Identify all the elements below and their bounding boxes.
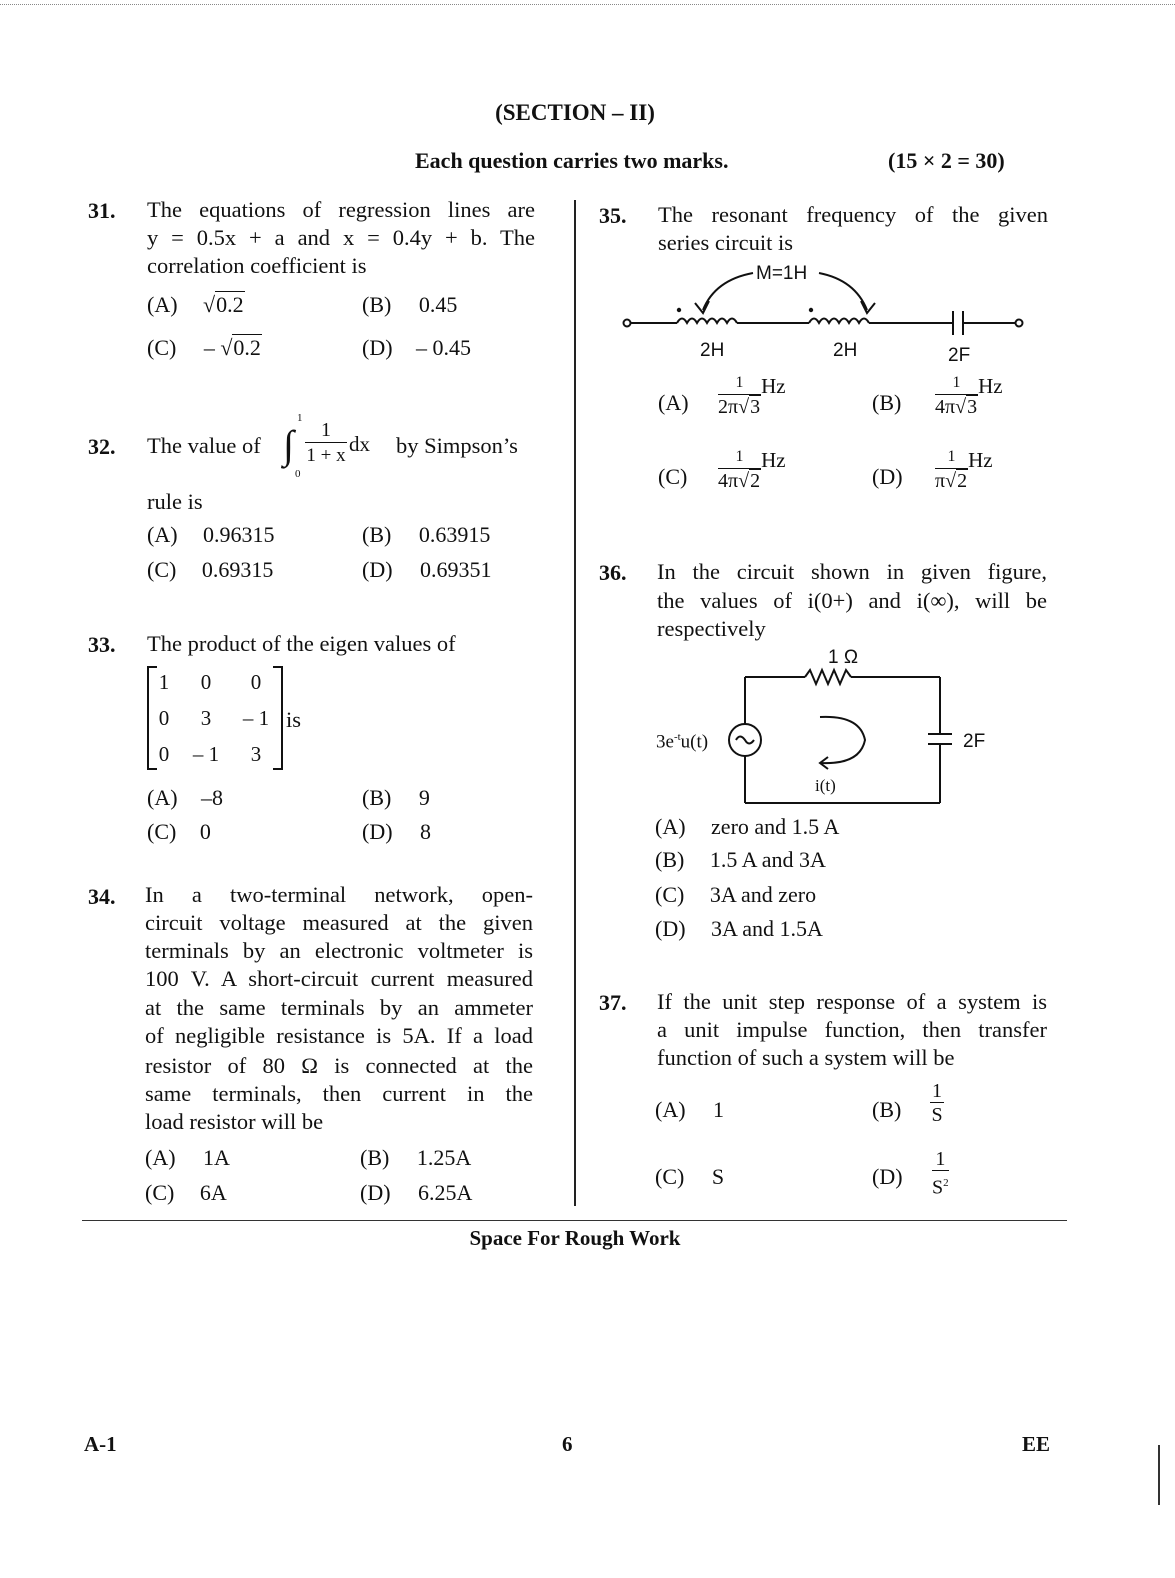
q35-line2: series circuit is [658,230,793,255]
rough-work-rule [82,1220,1067,1221]
q35-opt-c-value: $\frac{1}{4\pi√2}$ Hz [718,448,786,492]
q35-opt-b-label[interactable]: (B) [872,390,902,415]
q32-number: 32. [88,434,116,459]
q37-opt-b-value: $\frac{1}{S}$ [931,1080,943,1126]
rough-work-label: Space For Rough Work [469,1226,681,1250]
q34-line2: circuit voltage measured at the given [145,910,533,935]
q36-line1: In the circuit shown in given figure, [657,559,1047,584]
instruction: Each question carries two marks. [415,148,729,173]
matrix-cell: 0 [200,670,212,694]
q32-text-post: by Simpson’s [396,433,518,458]
q33-opt-d[interactable] [362,819,431,845]
footer-paper-code: A-1 [84,1432,117,1456]
q33-opt-a[interactable] [147,785,223,811]
q32-opt-a-label: (A) [147,522,178,547]
integral-sign: ∫ [283,422,294,467]
q35-opt-d-value: $\frac{1}{\pi√2}$ Hz [935,448,993,492]
footer-subject-code: EE [1022,1432,1051,1456]
q35-opt-a-value: $\frac{1}{2\pi√3}$ Hz [718,374,786,418]
q31-opt-c-label: (C) [147,335,177,360]
q33-opt-d-label: (D) [362,819,393,844]
q32-opt-c[interactable] [147,557,273,583]
q31-opt-c-prefix: – [203,335,215,360]
q34-opt-c-value: 6A [199,1180,227,1205]
q37-line1: If the unit step response of a system is [657,989,1047,1014]
q34-line8: same terminals, then current in the [145,1081,533,1106]
q34-opt-b-label: (B) [360,1145,390,1170]
q31-opt-b-label: (B) [362,292,392,317]
q33-number: 33. [88,632,116,657]
marks-summary: (15 × 2 = 30) [888,148,1005,173]
q34-line7: resistor of 80 Ω is connected at the [145,1053,533,1078]
q31-opt-c[interactable] [147,335,262,361]
q37-opt-a-label: (A) [655,1097,686,1122]
q34-opt-d[interactable] [360,1180,472,1206]
q36-opt-b-label: (B) [655,847,685,872]
q37-opt-c-label: (C) [655,1164,685,1189]
q31-opt-a-value: √0.2 [203,292,244,317]
q37-opt-c-value: S [711,1164,725,1189]
q33-opt-c-label: (C) [147,819,177,844]
q34-opt-b[interactable] [360,1145,471,1171]
q33-opt-a-label: (A) [147,785,178,810]
q36-current-label: i(t) [815,776,836,795]
q37-line2: a unit impulse function, then transfer [657,1017,1047,1042]
q36-opt-d[interactable] [655,916,823,942]
q36-opt-b-value: 1.5 A and 3A [709,847,826,872]
q37-opt-a-value: 1 [713,1097,725,1122]
q32-integral [283,412,393,482]
q35-opt-a-label[interactable]: (A) [658,390,689,415]
q37-opt-b-label[interactable]: (B) [872,1097,902,1122]
q37-line3: function of such a system will be [657,1045,955,1070]
q36-opt-b[interactable] [655,847,826,873]
q36-opt-c-label: (C) [655,882,685,907]
q31-opt-b-value: 0.45 [418,292,458,317]
q31-opt-b[interactable] [362,292,457,318]
q34-line5: at the same terminals by an ammeter [145,995,533,1020]
q34-opt-d-value: 6.25A [418,1180,473,1205]
q36-opt-c[interactable] [655,882,816,908]
q36-opt-a-value: zero and 1.5 A [711,814,840,839]
q32-opt-c-value: 0.69315 [201,557,274,582]
q31-opt-c-value: √0.2 [220,335,261,360]
q31-line3: correlation coefficient is [147,253,367,278]
q32-opt-c-label: (C) [147,557,177,582]
integral-upper: 1 [297,412,303,424]
q34-line4: 100 V. A short-circuit current measured [145,966,533,991]
q35-opt-c-label[interactable]: (C) [658,464,688,489]
integral-lower: 0 [295,468,301,480]
q36-source-label: $3e^{-t}u(t)$ [656,731,709,753]
q31-opt-a-label: (A) [147,292,178,317]
edge-mark [1158,1445,1160,1505]
q36-opt-d-value: 3A and 1.5A [711,916,823,941]
q35-c-label: 2F [948,345,971,366]
q36-circuit-diagram [720,665,960,815]
q33-opt-c-value: 0 [199,819,211,844]
q33-opt-b-value: 9 [418,785,430,810]
q34-line1: In a two-terminal network, open- [145,882,533,907]
q32-opt-d[interactable] [362,557,492,583]
top-rule [0,4,1175,5]
matrix-cell: 0 [158,742,170,766]
q32-opt-d-label: (D) [362,557,393,582]
q35-l2-label: 2H [833,340,858,361]
q35-opt-b-value: $\frac{1}{4\pi√3}$ Hz [935,374,1003,418]
q37-opt-d-label[interactable]: (D) [872,1164,903,1189]
q32-text-line2: rule is [147,489,203,514]
integrand-den: 1 + x [306,445,346,466]
q34-opt-c-label: (C) [145,1180,175,1205]
q33-opt-b-label: (B) [362,785,392,810]
q32-opt-b[interactable] [362,522,490,548]
q31-opt-d[interactable] [362,335,471,361]
q34-line3: terminals by an electronic voltmeter is [145,938,533,963]
q36-opt-a[interactable] [655,814,839,840]
matrix-cell: 3 [250,742,262,766]
q35-mutual-label: M=1H [756,263,808,284]
q33-suffix: is [286,707,302,732]
q36-line2: the values of i(0+) and i(∞), will be [657,588,1047,613]
q34-opt-d-label: (D) [360,1180,391,1205]
q32-opt-d-value: 0.69351 [420,557,492,582]
q34-number: 34. [88,884,116,909]
integrand-num: 1 [305,418,347,443]
section-title: (SECTION – II) [495,100,655,125]
q36-c-label: 2F [963,731,986,752]
q31-opt-d-value: – 0.45 [416,335,472,360]
q36-number: 36. [599,560,627,585]
q35-number: 35. [599,203,627,228]
q33-opt-c[interactable] [147,819,211,845]
q35-opt-d-label[interactable]: (D) [872,464,903,489]
q31-line1: The equations of regression lines are [147,197,535,222]
q34-line6: of negligible resistance is 5A. If a load [145,1023,533,1048]
q31-number: 31. [88,198,116,223]
q36-line3: respectively [657,616,766,641]
q33-text: The product of the eigen values of [147,631,456,656]
q34-line9: load resistor will be [145,1109,324,1134]
q32-opt-b-label: (B) [362,522,392,547]
q32-opt-a-value: 0.96315 [203,522,275,547]
q36-opt-c-value: 3A and zero [709,882,817,907]
q33-opt-d-value: 8 [420,819,432,844]
q37-opt-d-value: $\frac{1}{S^2}$ [932,1148,949,1199]
footer-page-number: 6 [562,1432,573,1456]
q36-opt-d-label: (D) [655,916,686,941]
matrix-cell: 0 [158,706,170,730]
q34-opt-a[interactable] [145,1145,230,1171]
q33-opt-b[interactable] [362,785,430,811]
q34-opt-a-label: (A) [145,1145,176,1170]
q37-opt-a[interactable] [655,1097,724,1123]
q36-r-label: 1 Ω [828,647,859,668]
q34-opt-c[interactable] [145,1180,227,1206]
q31-line2: y = 0.5x + a and x = 0.4y + b. The [147,225,535,250]
integrand-dx: dx [349,432,370,456]
q32-opt-a[interactable] [147,522,275,548]
matrix-cell: – 1 [192,742,220,766]
q35-l1-label: 2H [700,340,725,361]
q34-opt-b-value: 1.25A [416,1145,472,1170]
matrix-cell: 3 [200,706,212,730]
column-divider [574,200,576,1206]
q37-number: 37. [599,990,627,1015]
q35-line1: The resonant frequency of the given [658,202,1048,227]
q33-matrix [147,666,283,770]
q35-circuit-diagram [615,255,1035,370]
q34-opt-a-value: 1A [203,1145,230,1170]
q36-opt-a-label: (A) [655,814,686,839]
q33-opt-a-value: –8 [201,785,224,810]
q32-text-pre: The value of [147,433,261,458]
q31-opt-d-label: (D) [362,335,393,360]
q37-opt-c[interactable] [655,1164,724,1190]
matrix-cell: 0 [250,670,262,694]
q32-opt-b-value: 0.63915 [418,522,491,547]
matrix-cell: – 1 [242,706,270,730]
q31-opt-a[interactable] [147,292,245,318]
matrix-cell: 1 [158,670,170,694]
